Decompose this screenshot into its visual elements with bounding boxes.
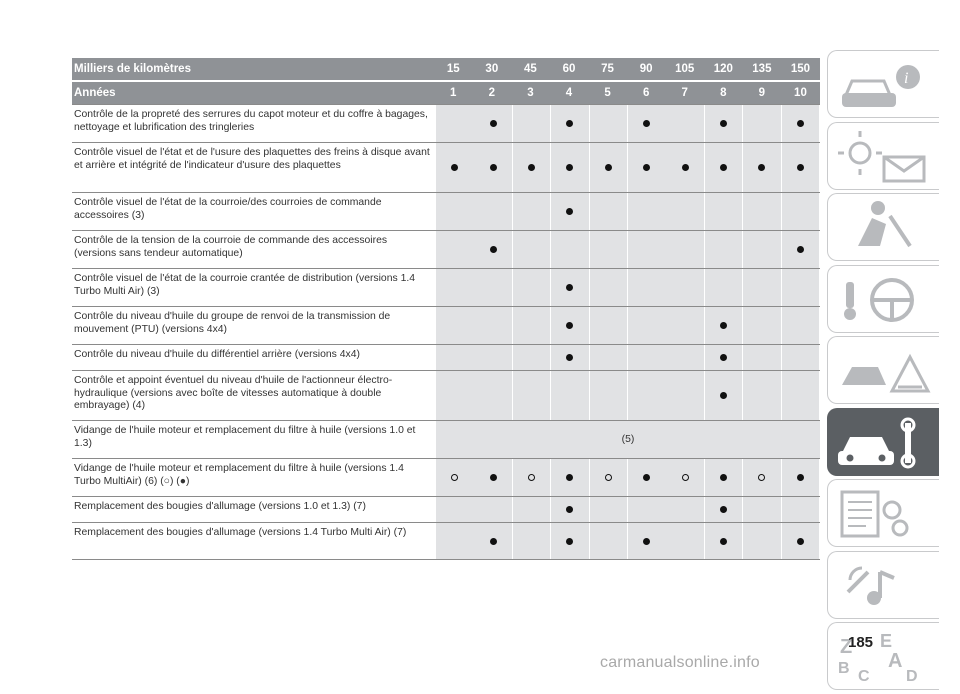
chapter-tab[interactable] [827,551,939,619]
filled-dot-icon [566,120,573,127]
table-body [72,104,820,560]
interval-cell [666,345,704,370]
filled-dot-icon [566,164,573,171]
filled-dot-icon [643,474,650,481]
year-value: 10 [794,87,807,99]
interval-cell [743,231,781,268]
filled-dot-icon [682,164,689,171]
interval-cell [513,523,551,559]
interval-cell [782,523,820,559]
interval-cell [513,371,551,420]
filled-dot-icon [605,164,612,171]
interval-cell [474,307,512,344]
interval-cell [666,193,704,230]
interval-cell [474,231,512,268]
interval-cells [436,523,820,559]
interval-cell [513,231,551,268]
operation-description: Remplacement des bougies d'allumage (versions 1.4 Turbo Multi Air) (7) [74,527,407,538]
interval-cell [551,371,589,420]
hollow-circle-icon [758,474,765,481]
interval-cells [436,459,820,496]
interval-cell [474,105,512,142]
interval-cell [474,345,512,370]
interval-cell [628,143,666,192]
km-value: 90 [639,63,653,75]
filled-dot-icon [490,474,497,481]
operation-description: Contrôle et appoint éventuel du niveau d'huile de l'actionneur électro-hydraulique (versions avec boîte de vitesses automatique à double embrayage) (4) [74,375,393,412]
interval-cell [474,143,512,192]
filled-dot-icon [528,164,535,171]
interval-cell [666,269,704,306]
chapter-tab[interactable] [827,479,939,547]
hollow-circle-icon [451,474,458,481]
interval-cell [551,497,589,522]
interval-cell [782,459,820,496]
filled-dot-icon [720,322,727,329]
interval-cell [782,497,820,522]
interval-cells [436,497,820,522]
operation-description: Vidange de l'huile moteur et remplacement du filtre à huile (versions 1.0 et 1.3) [74,425,416,449]
svg-text:D: D [906,668,918,685]
table-row [72,104,820,142]
interval-cell [551,523,589,559]
interval-cell [743,523,781,559]
table-row [72,344,820,370]
interval-cell [666,459,704,496]
interval-cell [590,269,628,306]
interval-cell [628,105,666,142]
year-value: 5 [604,87,611,99]
interval-cell [705,143,743,192]
chapter-tab[interactable] [827,50,939,118]
interval-cell [590,497,628,522]
interval-cell [743,371,781,420]
chapter-tab[interactable] [827,265,939,333]
operation-description: Contrôle du niveau d'huile du groupe de renvoi de la transmission de mouvement (PTU) (versions 4x4) [74,311,391,335]
year-value: 4 [565,87,573,99]
table-row [72,496,820,522]
interval-cell [513,459,551,496]
interval-cells [436,269,820,306]
interval-cell [705,345,743,370]
interval-cell [666,307,704,344]
filled-dot-icon [720,474,727,481]
table-row [72,230,820,268]
table-row [72,192,820,230]
interval-cell [436,523,474,559]
interval-cell [551,143,589,192]
interval-cell [590,143,628,192]
hollow-circle-icon [605,474,612,481]
interval-cell [782,345,820,370]
operation-description: Contrôle de la tension de la courroie de commande des accessoires (versions sans tendeur automatique) [74,235,388,259]
interval-cell [705,459,743,496]
km-value: 75 [601,63,614,75]
interval-cell [590,345,628,370]
interval-cell [782,269,820,306]
filled-dot-icon [566,322,573,329]
svg-text:C: C [858,668,870,685]
svg-text:i: i [904,70,909,87]
operation-description: Vidange de l'huile moteur et remplacement du filtre à huile (versions 1.4 Turbo MultiAir) (6) (○) (●) [74,463,404,487]
filled-dot-icon [720,506,727,513]
hollow-circle-icon [528,474,535,481]
svg-text:E: E [880,631,893,651]
years-label: Années [74,87,116,99]
interval-cell [743,143,781,192]
filled-dot-icon [758,164,765,171]
table-row [72,268,820,306]
interval-cell [590,307,628,344]
year-value: 2 [488,87,496,99]
interval-cell [705,105,743,142]
interval-cell [590,371,628,420]
interval-cell [551,193,589,230]
interval-cell [628,269,666,306]
interval-cell [474,371,512,420]
interval-cell [590,459,628,496]
interval-cell [705,497,743,522]
chapter-tab[interactable] [827,122,939,190]
table-row [72,370,820,420]
filled-dot-icon [797,120,804,127]
filled-dot-icon [720,164,727,171]
interval-cell [666,523,704,559]
interval-cell [628,371,666,420]
interval-cells [436,193,820,230]
interval-cell [628,193,666,230]
interval-cell [628,523,666,559]
interval-cell [743,497,781,522]
page-number: 185 [848,634,874,651]
interval-cell [705,307,743,344]
km-value: 135 [752,63,772,75]
km-value: 105 [675,63,695,75]
filled-dot-icon [797,164,804,171]
km-label: Milliers de kilomètres [74,63,191,75]
km-value: 30 [485,63,499,75]
operation-description: Contrôle visuel de l'état de la courroie/des courroies de commande accessoires (3) [74,197,382,221]
table-row [72,142,820,192]
operation-description: Contrôle de la propreté des serrures du capot moteur et du coffre à bagages, nettoyage et lubrification des tringleries [74,109,428,133]
km-value: 45 [524,63,537,75]
year-value: 6 [642,87,650,99]
km-value: 120 [713,63,733,75]
filled-dot-icon [797,246,804,253]
interval-cell [705,269,743,306]
interval-cell [436,269,474,306]
filled-dot-icon [566,474,573,481]
filled-dot-icon [643,164,650,171]
filled-dot-icon [720,120,727,127]
year-value: 7 [681,87,688,99]
year-value: 8 [720,87,727,99]
interval-cell [666,371,704,420]
svg-text:B: B [838,660,850,677]
header-years-row [72,82,820,104]
filled-dot-icon [797,474,804,481]
interval-cell [782,193,820,230]
interval-cell [513,345,551,370]
interval-cell [551,105,589,142]
km-value: 60 [562,63,576,75]
interval-cell [666,143,704,192]
interval-cell [743,345,781,370]
km-value: 150 [790,63,811,75]
interval-cell [436,345,474,370]
interval-cell [666,231,704,268]
interval-cell [590,105,628,142]
chapter-tab[interactable] [827,193,939,261]
table-row [72,420,820,458]
interval-cell [513,497,551,522]
filled-dot-icon [720,354,727,361]
operation-description: Remplacement des bougies d'allumage (versions 1.0 et 1.3) (7) [74,501,366,512]
interval-cell [782,307,820,344]
chapter-tab[interactable] [827,336,939,404]
interval-cell [705,231,743,268]
interval-cell [743,193,781,230]
table-row [72,306,820,344]
interval-cell [474,193,512,230]
filled-dot-icon [490,120,497,127]
interval-cells [436,105,820,142]
interval-cell [743,269,781,306]
filled-dot-icon [643,120,650,127]
interval-cell [666,105,704,142]
interval-cell [513,193,551,230]
interval-cell [436,231,474,268]
year-value: 3 [527,87,534,99]
interval-cell [628,497,666,522]
interval-cell [474,459,512,496]
chapter-sidebar [827,50,939,694]
svg-text:A: A [888,650,903,672]
interval-cell [513,143,551,192]
header-km-row [72,58,820,80]
watermark: carmanualsonline.info [600,654,760,671]
year-value: 9 [758,87,766,99]
chapter-tab[interactable] [827,622,939,690]
interval-cell [474,523,512,559]
operation-description: Contrôle visuel de l'état de la courroie crantée de distribution (versions 1.4 Turbo Multi Air) (3) [74,273,416,297]
interval-cell [436,497,474,522]
filled-dot-icon [720,538,727,545]
interval-cell [782,231,820,268]
svg-text:Z: Z [840,636,853,658]
interval-cells [436,231,820,268]
filled-dot-icon [643,538,650,545]
interval-cell [782,371,820,420]
interval-cell [628,459,666,496]
filled-dot-icon [490,164,497,171]
interval-cell [551,269,589,306]
interval-cell [628,307,666,344]
filled-dot-icon [490,538,497,545]
interval-cell [590,193,628,230]
interval-cell [743,459,781,496]
interval-cell [782,143,820,192]
interval-cell [436,459,474,496]
interval-cell [705,371,743,420]
operation-description: Contrôle visuel de l'état et de l'usure des plaquettes des freins à disque avant et arrière et intégrité de l'indicateur d'usure des plaquettes [74,147,430,171]
interval-cell [474,497,512,522]
interval-cell [590,231,628,268]
filled-dot-icon [566,538,573,545]
interval-cells [436,143,820,192]
note-cell: (5) [436,421,820,458]
interval-cells [436,371,820,420]
hollow-circle-icon [682,474,689,481]
interval-cell [474,269,512,306]
filled-dot-icon [566,354,573,361]
interval-cells [436,421,820,458]
table-row [72,458,820,496]
interval-cell [551,231,589,268]
interval-cell [743,105,781,142]
interval-cells [436,345,820,370]
interval-cell [513,105,551,142]
interval-cell [705,523,743,559]
interval-cell [551,459,589,496]
chapter-tab[interactable] [827,408,939,476]
interval-cell [513,269,551,306]
interval-cell [705,193,743,230]
operation-description: Contrôle du niveau d'huile du différentiel arrière (versions 4x4) [74,349,360,360]
interval-cell [628,231,666,268]
filled-dot-icon [797,538,804,545]
filled-dot-icon [451,164,458,171]
maintenance-table [72,58,820,560]
filled-dot-icon [490,246,497,253]
interval-cell [782,105,820,142]
filled-dot-icon [566,284,573,291]
interval-cell [628,345,666,370]
interval-cell [666,497,704,522]
interval-cells [436,307,820,344]
year-value: 1 [450,87,457,99]
interval-cell [436,307,474,344]
km-value: 15 [446,63,460,75]
interval-cell [743,307,781,344]
interval-cell [513,307,551,344]
interval-cell [551,307,589,344]
filled-dot-icon [566,208,573,215]
interval-cell [551,345,589,370]
table-row [72,522,820,560]
interval-cell [590,523,628,559]
interval-cell [436,105,474,142]
filled-dot-icon [566,506,573,513]
interval-cell [436,193,474,230]
interval-cell [436,143,474,192]
interval-cell [436,371,474,420]
filled-dot-icon [720,392,727,399]
